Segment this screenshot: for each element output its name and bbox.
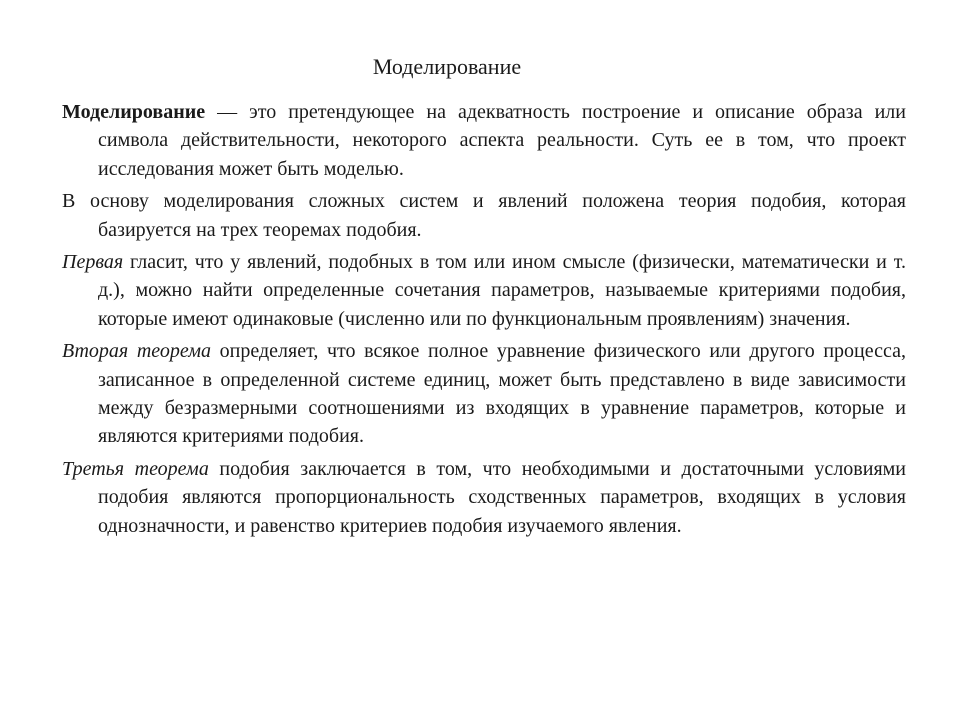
paragraph-third-theorem bbox=[62, 455, 906, 540]
paragraph-text: — это претендующее на адекватность построение и описание образа или символа действительности, некоторого аспекта реальности. Суть ее в том, что проект исследования может быть моделью. bbox=[98, 101, 906, 180]
paragraph-definition bbox=[62, 98, 906, 183]
paragraph-lead: Вторая теорема bbox=[62, 340, 212, 363]
paragraph-text: В основу моделирования сложных систем и явлений положена теория подобия, которая базируется на трех теоремах подобия. bbox=[62, 190, 906, 241]
paragraph-similarity-theory bbox=[62, 187, 906, 244]
paragraph-text: подобия заключается в том, что необходимыми и достаточными условиями подобия являются пропорциональность сходственных параметров, входящих в условия однозначности, и равенство критериев подобия изучаемого явления. bbox=[98, 457, 906, 537]
paragraph-text: определяет, что всякое полное уравнение физического или другого процесса, записанное в определенной системе единиц, может быть представлено в виде зависимости между безразмерными соотношениями из входящих в уравнение параметров, которые и являются критериями подобия. bbox=[98, 340, 906, 448]
paragraph-text: гласит, что у явлений, подобных в том или ином смысле (физически, математически и т. д.), можно найти определенные сочетания параметров, называемые критериями подобия, которые имеют одинаковые (численно или по функциональным проявлениям) значения. bbox=[98, 251, 906, 330]
slide-title: Моделирование bbox=[372, 54, 522, 79]
paragraph-lead: Третья теорема bbox=[62, 457, 209, 480]
paragraph-lead: Моделирование bbox=[62, 101, 206, 123]
slide-body bbox=[62, 98, 906, 544]
paragraph-lead: Первая bbox=[62, 251, 124, 274]
paragraph-second-theorem bbox=[62, 337, 906, 451]
paragraph-first-theorem bbox=[62, 248, 906, 333]
